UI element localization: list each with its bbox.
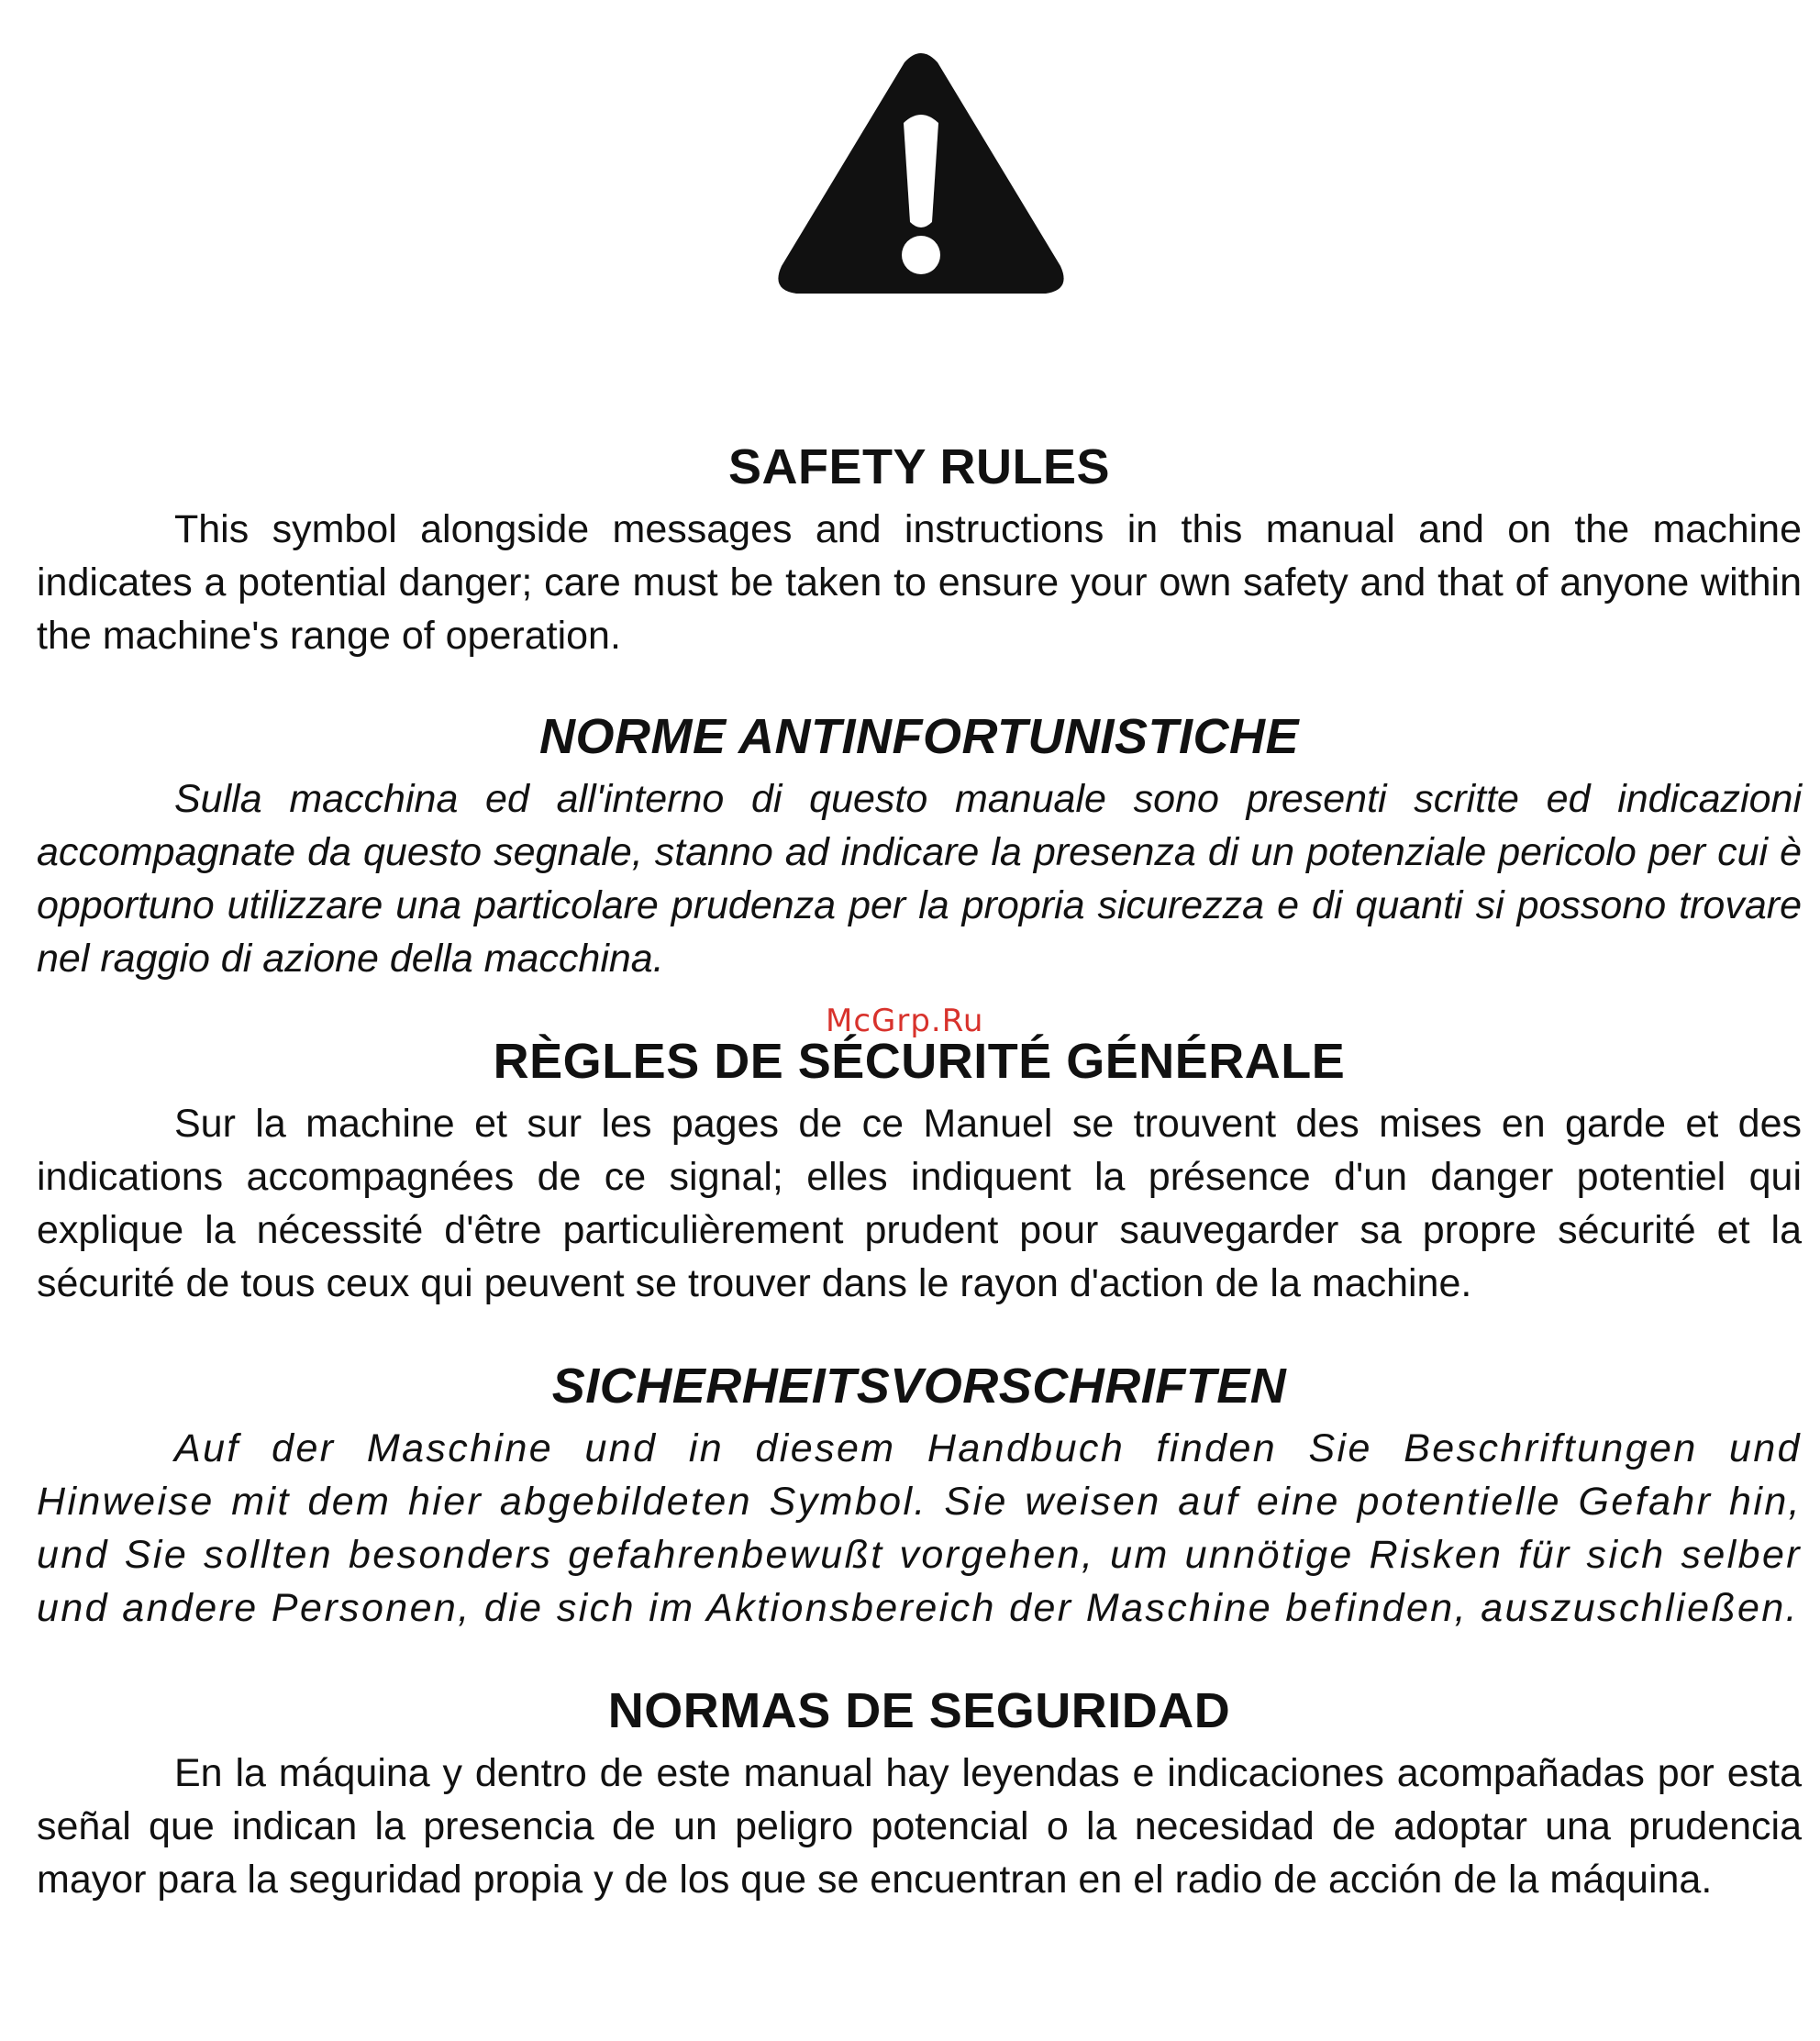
exclamation-dot (902, 236, 940, 274)
section-title-it: NORME ANTINFORTUNISTICHE (539, 709, 1299, 764)
section-body-de: Auf der Maschine und in diesem Handbuch finden Sie Beschriftungen und Hinweise mit dem hier abgebildeten Symbol. Sie weisen auf eine potentielle Gefahr hin, und Sie sollten besonders gefahrenbewußt vorgehen, um unnötige Risken für sich selber und andere Personen, die sich im Aktionsbereich der Maschine befinden, auszuschließen. (37, 1426, 1802, 1630)
section-body-fr: Sur la machine et sur les pages de ce Manuel se trouvent des mises en garde et des indications accompagnées de ce signal; elles indiquent la présence d'un danger potentiel qui explique la nécessité d'être particulièrement prudent pour sauvegarder sa propre sécurité et la sécurité de tous ceux qui peuvent se trouver dans le rayon d'action de la machine. (37, 1102, 1802, 1305)
section-body-es: En la máquina y dentro de este manual hay leyendas e indicaciones acompañadas por esta señal que indican la presencia de un peligro potencial o la necesidad de adoptar una prudencia mayor para la seguridad propia y de los que se encuentran en el radio de acción de la máquina. (37, 1751, 1802, 1902)
section-safety-rules-de (37, 1358, 1802, 1635)
exclamation-triangle-icon (774, 50, 1068, 306)
section-title-es: NORMAS DE SEGURIDAD (607, 1683, 1231, 1738)
watermark-text: McGrp.Ru (826, 1003, 984, 1039)
section-title-en: SAFETY RULES (727, 439, 1111, 494)
section-safety-rules-es (37, 1682, 1802, 1906)
section-title-de: SICHERHEITSVORSCHRIFTEN (551, 1359, 1287, 1414)
section-safety-rules-fr (37, 1033, 1802, 1310)
section-safety-rules-en (37, 438, 1802, 662)
section-body-en: This symbol alongside messages and instructions in this manual and on the machine indicates a potential danger; care must be taken to ensure your own safety and that of anyone within the machine's range of operation. (37, 507, 1802, 658)
section-body-it: Sulla macchina ed all'interno di questo manuale sono presenti scritte ed indicazioni accompagnate da questo segnale, stanno ad indicare la presenza di un potenziale pericolo per cui è opportuno utilizzare una particolare prudenza per la propria sicurezza e di quanti si possono trovare nel raggio di azione della macchina. (37, 777, 1802, 981)
section-safety-rules-it (37, 708, 1802, 985)
section-title-fr: RÈGLES DE SÉCURITÉ GÉNÉRALE (493, 1034, 1346, 1089)
